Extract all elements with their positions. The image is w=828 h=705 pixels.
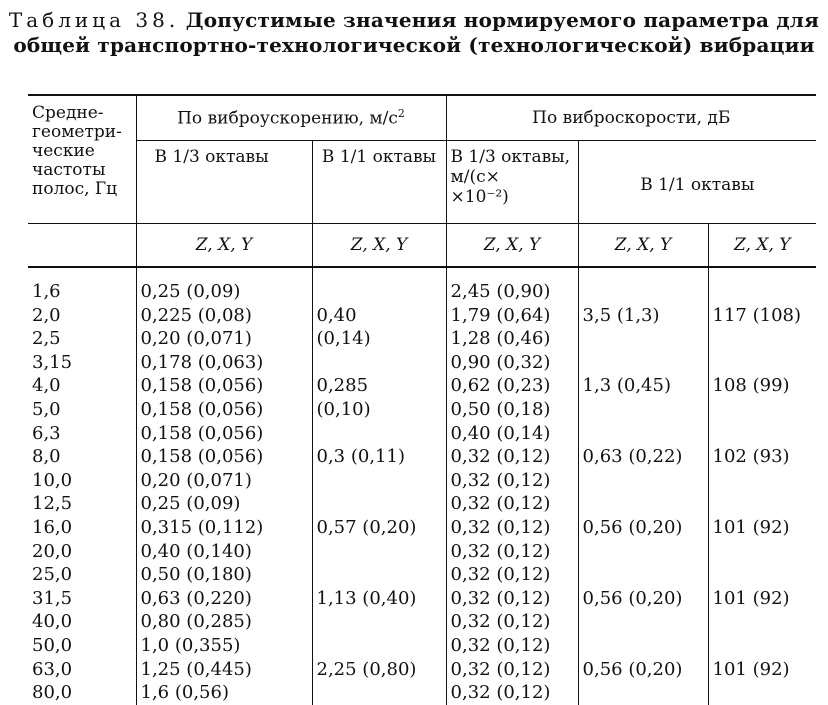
table-row [28,280,816,304]
vel-db-cell: 101 (92) [708,516,816,540]
accel-group-label: По виброускорению, м/с [177,108,398,129]
accel-third-cell: 0,63 (0,220) [136,587,312,611]
accel-third-cell: 1,6 (0,56) [136,681,312,705]
accel-third-cell: 0,225 (0,08) [136,304,312,328]
vel-db-cell: 117 (108) [708,304,816,328]
accel-octave-cell: (0,14) [312,327,446,351]
vel-third-cell: 0,32 (0,12) [446,492,578,516]
vel-octave-cell: 0,63 (0,22) [578,445,708,469]
table-row [28,445,816,469]
accel-octave-cell [312,351,446,375]
vel-db-cell [708,351,816,375]
vel-octave-cell [578,280,708,304]
freq-cell: 1,6 [32,281,61,302]
vel-octave-cell: 0,56 (0,20) [578,658,708,682]
vel-octave-cell [578,681,708,705]
vel-third-cell: 0,32 (0,12) [446,634,578,658]
vel-db-cell [708,610,816,634]
freq-cell: 2,0 [32,304,61,326]
freq-cell: 8,0 [32,446,61,468]
accel-octave-cell: 0,3 (0,11) [312,445,446,469]
table-row [28,304,816,328]
table-row [28,492,816,516]
accel-octave-cell: 0,40 [312,304,446,328]
table-row [28,587,816,611]
freq-cell: 10,0 [32,469,73,491]
vel-db-cell [708,563,816,587]
accel-third-cell: 0,20 (0,071) [136,327,312,351]
accel-octave-header: В 1/1 октавы [312,141,446,224]
caption-title-1: Допустимые значения нормируемого параметра для [185,8,820,32]
accel-third-cell: 0,158 (0,056) [136,422,312,446]
vel-octave-cell [578,563,708,587]
table-number: Таблица 38. [8,8,180,32]
freq-cell: 31,5 [32,587,73,609]
freq-cell: 16,0 [32,516,73,538]
vel-third-cell: 2,45 (0,90) [446,280,578,304]
vel-db-cell: 108 (99) [708,374,816,398]
vel-third-cell: 0,32 (0,12) [446,469,578,493]
accel-octave-cell: (0,10) [312,398,446,422]
axes-label-5: Z, X, Y [708,224,816,268]
caption-line-1 [0,8,828,33]
velocity-group-header: По виброскорости, дБ [446,95,816,141]
vel-octave-cell [578,469,708,493]
accel-group-header [136,95,446,141]
vel-octave-header: В 1/1 октавы [578,141,816,224]
freq-cell: 12,5 [32,493,73,515]
accel-third-cell: 0,40 (0,140) [136,540,312,564]
accel-third-cell: 1,0 (0,355) [136,634,312,658]
vel-octave-cell: 1,3 (0,45) [578,374,708,398]
freq-header: Средне-геометри-ческие частоты полос, Гц [28,95,136,224]
table-caption [0,0,828,58]
freq-cell: 25,0 [32,564,73,586]
vel-third-cell: 1,79 (0,64) [446,304,578,328]
accel-third-cell: 0,315 (0,112) [136,516,312,540]
vel-octave-cell: 3,5 (1,3) [578,304,708,328]
accel-octave-cell: 2,25 (0,80) [312,658,446,682]
vel-db-cell [708,681,816,705]
vel-third-cell: 0,32 (0,12) [446,563,578,587]
freq-cell: 5,0 [32,398,61,420]
vel-db-cell [708,327,816,351]
vel-octave-cell: 0,56 (0,20) [578,516,708,540]
freq-cell: 2,5 [32,328,61,350]
freq-cell: 3,15 [32,351,73,373]
axes-spacer [28,224,136,268]
table-row [28,469,816,493]
vel-third-cell: 0,32 (0,12) [446,681,578,705]
table-row [28,540,816,564]
vel-third-header: В 1/3 октавы, м/(с× ×10⁻²) [446,141,578,224]
table-row [28,516,816,540]
vel-third-cell: 1,28 (0,46) [446,327,578,351]
axes-label-1: Z, X, Y [136,224,312,268]
accel-third-cell: 0,50 (0,180) [136,563,312,587]
table-row [28,681,816,705]
accel-octave-cell [312,280,446,304]
freq-cell: 20,0 [32,540,73,562]
accel-octave-cell [312,492,446,516]
accel-octave-cell [312,422,446,446]
vel-db-cell [708,469,816,493]
table-row [28,634,816,658]
vel-octave-cell [578,327,708,351]
table-row [28,398,816,422]
vel-db-cell [708,492,816,516]
vel-db-cell: 101 (92) [708,658,816,682]
vel-octave-cell [578,492,708,516]
accel-third-cell: 0,158 (0,056) [136,374,312,398]
accel-third-header: В 1/3 октавы [136,141,312,224]
vel-third-cell: 0,90 (0,32) [446,351,578,375]
accel-third-cell: 0,25 (0,09) [136,492,312,516]
caption-line-2 [0,33,828,58]
accel-octave-cell [312,634,446,658]
caption-title-2: общей транспортно-технологической (технологической) вибрации [13,33,815,57]
vel-third-cell: 0,32 (0,12) [446,516,578,540]
vel-octave-cell [578,540,708,564]
accel-octave-cell [312,469,446,493]
vel-third-cell: 0,50 (0,18) [446,398,578,422]
table-row [28,658,816,682]
table-row [28,351,816,375]
freq-cell: 4,0 [32,375,61,397]
vel-third-cell: 0,32 (0,12) [446,610,578,634]
vel-octave-cell [578,422,708,446]
vel-db-cell [708,634,816,658]
accel-third-cell: 0,25 (0,09) [136,280,312,304]
vel-third-cell: 0,32 (0,12) [446,445,578,469]
vel-octave-cell [578,610,708,634]
vel-third-cell: 0,32 (0,12) [446,540,578,564]
accel-octave-cell: 0,57 (0,20) [312,516,446,540]
table-row [28,374,816,398]
vel-db-cell [708,280,816,304]
vel-third-cell: 0,40 (0,14) [446,422,578,446]
vel-db-cell [708,540,816,564]
accel-octave-cell [312,563,446,587]
table-row [28,610,816,634]
vel-octave-cell: 0,56 (0,20) [578,587,708,611]
accel-octave-cell [312,681,446,705]
accel-third-cell: 0,20 (0,071) [136,469,312,493]
accel-third-cell: 0,158 (0,056) [136,398,312,422]
vel-octave-cell [578,634,708,658]
table-row [28,563,816,587]
freq-cell: 6,3 [32,422,61,444]
vel-third-cell: 0,32 (0,12) [446,658,578,682]
vel-db-cell: 101 (92) [708,587,816,611]
accel-octave-cell [312,540,446,564]
accel-third-cell: 0,158 (0,056) [136,445,312,469]
vel-db-cell [708,422,816,446]
freq-cell: 40,0 [32,611,73,633]
freq-cell: 80,0 [32,682,73,704]
accel-unit-sup: 2 [397,107,405,121]
table-row [28,422,816,446]
accel-octave-cell: 1,13 (0,40) [312,587,446,611]
axes-label-4: Z, X, Y [578,224,708,268]
table-row [28,327,816,351]
accel-third-cell: 1,25 (0,445) [136,658,312,682]
accel-octave-cell: 0,285 [312,374,446,398]
vibration-table [28,94,816,705]
accel-third-cell: 0,80 (0,285) [136,610,312,634]
accel-third-cell: 0,178 (0,063) [136,351,312,375]
vel-octave-cell [578,351,708,375]
vel-db-cell: 102 (93) [708,445,816,469]
vel-db-cell [708,398,816,422]
vel-third-cell: 0,62 (0,23) [446,374,578,398]
vel-octave-cell [578,398,708,422]
vel-third-cell: 0,32 (0,12) [446,587,578,611]
freq-cell: 50,0 [32,634,73,656]
freq-cell: 63,0 [32,658,73,680]
accel-octave-cell [312,610,446,634]
axes-label-3: Z, X, Y [446,224,578,268]
axes-label-2: Z, X, Y [312,224,446,268]
